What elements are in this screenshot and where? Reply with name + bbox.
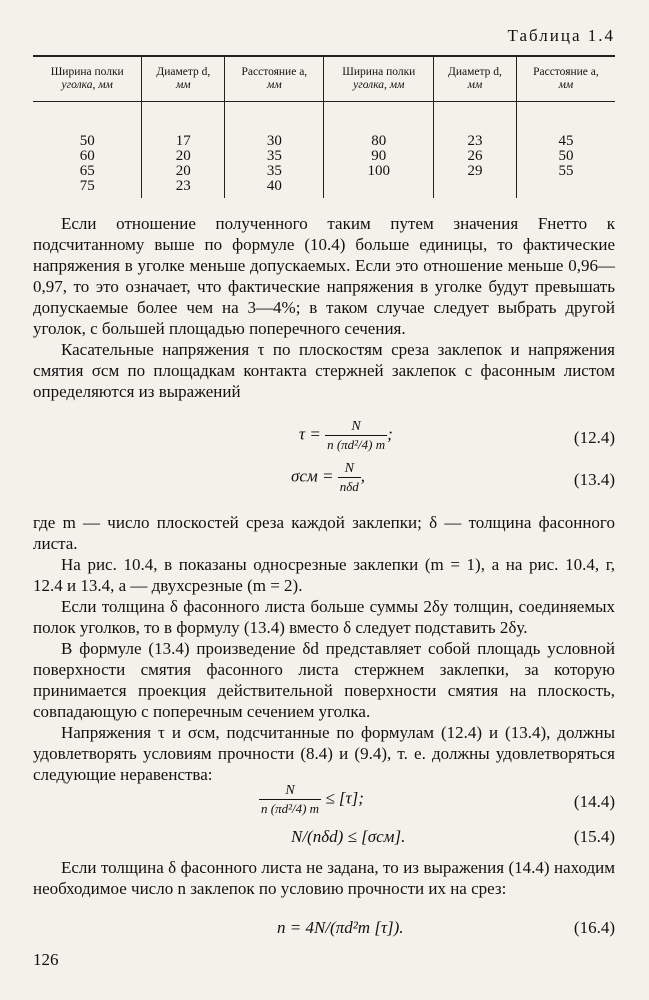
text-block-3 xyxy=(33,857,615,899)
col-header: Расстояние a, мм xyxy=(225,56,324,102)
dimensions-table xyxy=(33,55,615,198)
equation-number: (16.4) xyxy=(573,918,615,937)
formula-13-4: σсм = $\frac{N}{\text{nδd}}$ , (13.4) xyxy=(291,461,615,494)
formula-15-4: N/(nδd) ≤ [σсм]. (15.4) xyxy=(291,827,615,846)
equation-number: (13.4) xyxy=(573,470,615,489)
paragraph: На рис. 10.4, в показаны односрезные заклепки (m = 1), а на рис. 10.4, г, 12.4 и 13.4, а — двухсрезные (m = 2). xyxy=(33,555,615,595)
table-row: 75 23 40 xyxy=(33,179,615,198)
equation-number: (14.4) xyxy=(573,792,615,811)
paragraph: В формуле (13.4) произведение δd представляет собой площадь условной поверхности смятия фасонного листа стержнем заклепки, за которую принимается проекция действительной поверхности смятия на плоскость, совпадающую с поперечным сечением уголка. xyxy=(33,639,615,721)
formula-12-4: τ = $\frac{N}{\text{n (πd²/4) m}}$ ; (12.4) xyxy=(299,419,615,452)
table-header-row xyxy=(33,56,615,102)
text-block-1 xyxy=(33,213,615,402)
col-header: Ширина полки уголка, мм xyxy=(33,56,142,102)
equation-number: (15.4) xyxy=(573,827,615,846)
paragraph: Если отношение полученного таким путем значения Fнетто к подсчитанному выше по формуле (10.4) больше единицы, то фактические напряжения в уголке меньше допускаемых. Если это отношение меньше 0,96—0,97, то это означает, что фактические напряжения в уголке будут превышать допускаемые более чем на 3—4%; в таком случае следует выбрать другой уголок, с большей площадью поперечного сечения. xyxy=(33,214,615,338)
paragraph: Если толщина δ фасонного листа больше суммы 2δу толщин, соединяемых полок уголков, то в формулу (13.4) вместо δ следует подставить 2δу. xyxy=(33,597,615,637)
fraction: $\frac{N}{\text{nδd}}$ xyxy=(339,461,359,494)
paragraph: Если толщина δ фасонного листа не задана, то из выражения (14.4) находим необходимое число n заклепок по условию прочности их на срез: xyxy=(33,858,615,898)
col-header: Диаметр d, мм xyxy=(142,56,225,102)
equation-number: (12.4) xyxy=(573,428,615,447)
table-row: 50 17 30 80 23 45 xyxy=(33,134,615,149)
text-block-2 xyxy=(33,512,615,785)
formula-14-4: $\frac{N}{\text{n (πd²/4) m}}$ ≤ [τ]; (14.4) xyxy=(261,783,615,816)
page-number: 126 xyxy=(33,950,59,969)
col-header: Диаметр d, мм xyxy=(434,56,517,102)
fraction: $\frac{N}{\text{n (πd²/4) m}}$ xyxy=(261,783,320,816)
table-row: 60 20 35 90 26 50 xyxy=(33,149,615,164)
table-caption: Таблица 1.4 xyxy=(507,26,615,45)
paragraph: где m — число плоскостей среза каждой заклепки; δ — толщина фасонного листа. xyxy=(33,513,615,553)
formula-16-4: n = 4N/(πd²m [τ]). (16.4) xyxy=(277,918,615,937)
col-header: Расстояние a, мм xyxy=(516,56,615,102)
paragraph: Касательные напряжения τ по плоскостям среза заклепок и напряжения смятия σсм по площадкам контакта стержней заклепок с фасонным листом определяются из выражений xyxy=(33,340,615,401)
table-row: 65 20 35 100 29 55 xyxy=(33,164,615,179)
col-header: Ширина полки уголка, мм xyxy=(324,56,434,102)
paragraph: Напряжения τ и σсм, подсчитанные по формулам (12.4) и (13.4), должны удовлетворять условиям прочности (8.4) и (9.4), т. е. должны удовлетворяться следующие неравенства: xyxy=(33,723,615,784)
fraction: $\frac{N}{\text{n (πd²/4) m}}$ xyxy=(327,419,386,452)
